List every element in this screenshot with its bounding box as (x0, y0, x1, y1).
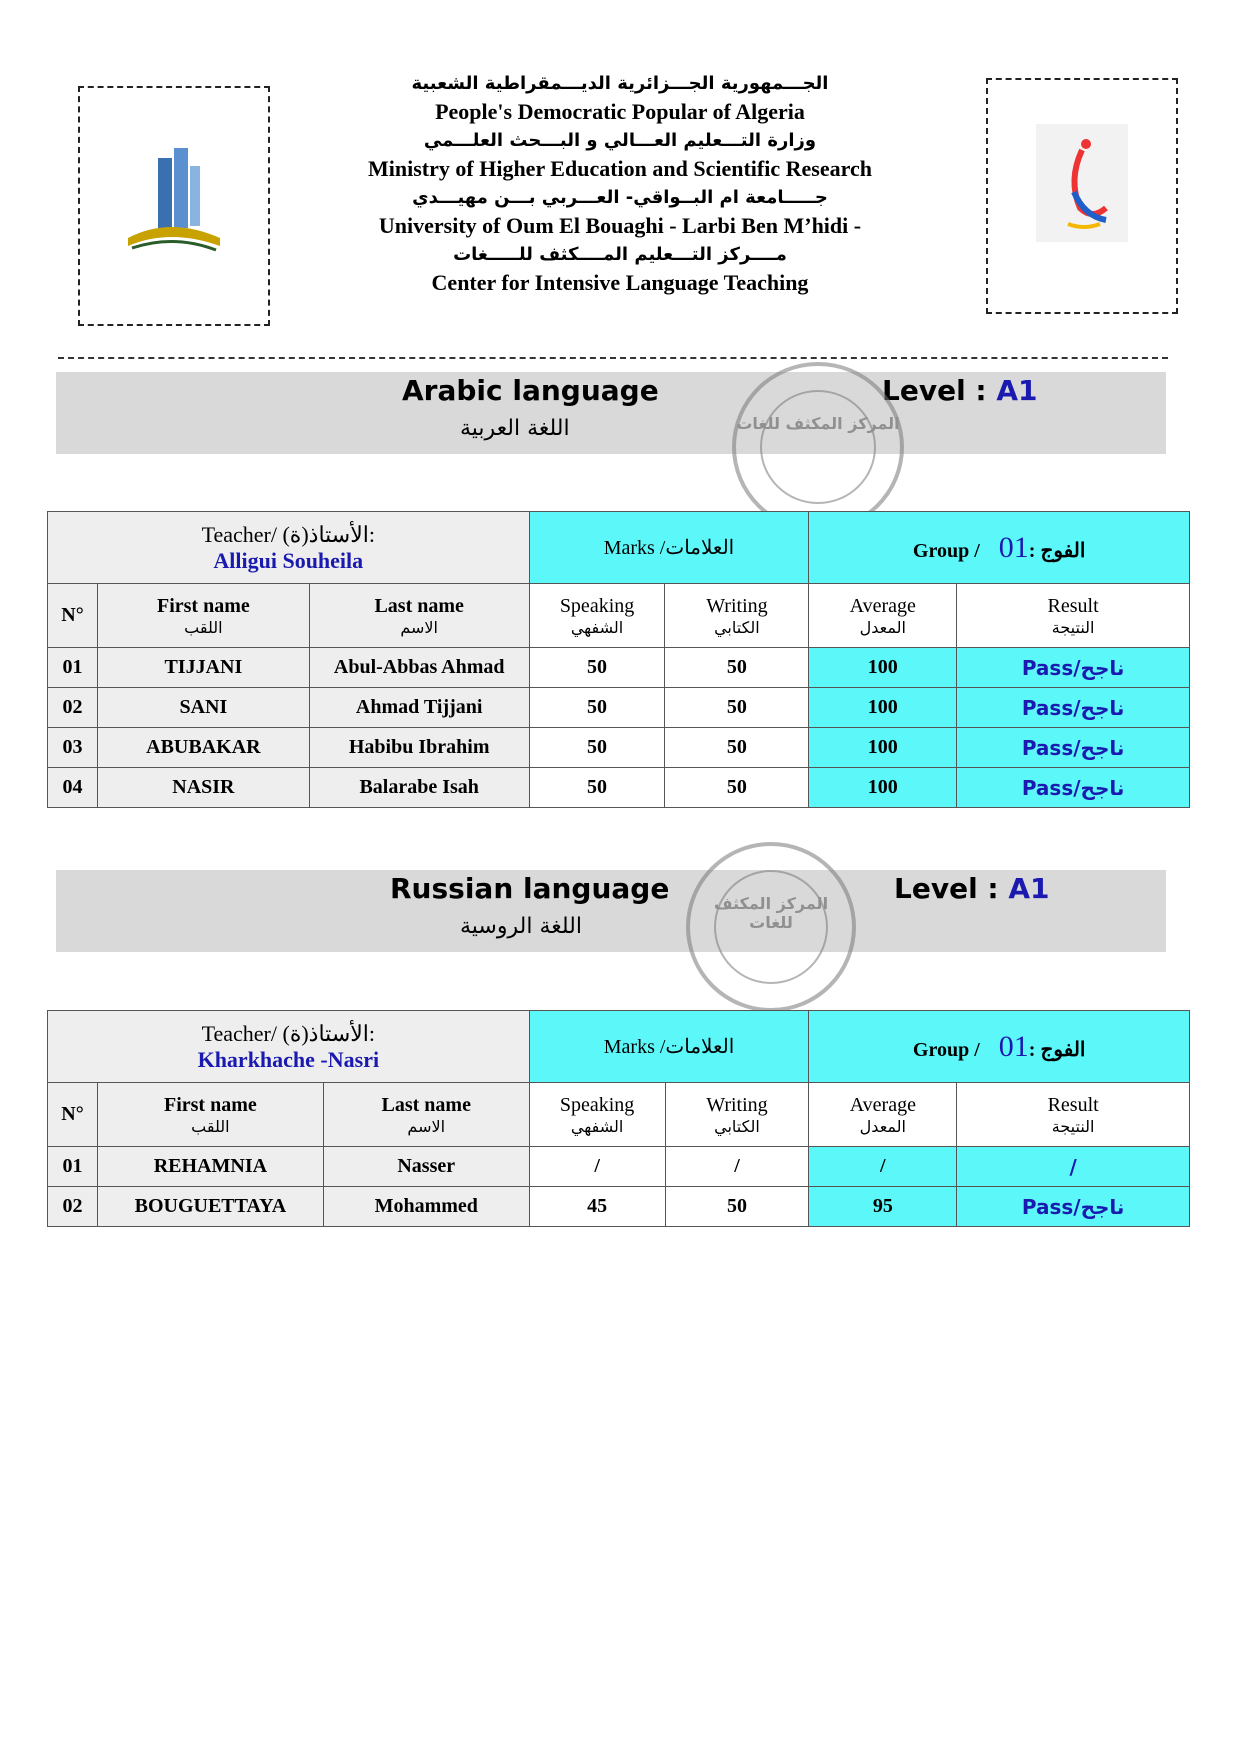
row-average: 100 (809, 768, 957, 808)
col-result-ar: النتيجة (1051, 1116, 1095, 1136)
row-speaking: 50 (529, 688, 665, 728)
col-writing-ar: الكتابي (714, 617, 760, 637)
col-last-name-label: Last name (374, 594, 464, 617)
marks-header (529, 512, 809, 584)
row-speaking: / (529, 1147, 665, 1187)
russian-level (894, 872, 1050, 905)
col-writing-label: Writing (706, 594, 768, 617)
table-row (48, 648, 1190, 688)
stamp-inner-ring (760, 390, 876, 504)
header-ministry-en: Ministry of Higher Education and Scientific Research (368, 156, 872, 181)
table-row (48, 1147, 1190, 1187)
col-result-ar: النتيجة (1051, 617, 1095, 637)
row-no: 02 (48, 1187, 98, 1227)
row-average: 100 (809, 728, 957, 768)
row-first-name: NASIR (97, 768, 309, 808)
col-writing-ar: الكتابي (714, 1116, 760, 1136)
header-university-ar: جـــــامعة ام البــواقي- العـــربي بـــن مهيـــدي (412, 187, 828, 208)
row-last-name: Nasser (323, 1147, 529, 1187)
row-writing: 50 (665, 728, 809, 768)
row-average: / (809, 1147, 957, 1187)
row-result: Pass/ناجح (957, 1187, 1190, 1227)
header-center-ar: مــــركز التـــعليم المــــكثف للـــــغات (453, 244, 787, 265)
col-last-name (309, 584, 529, 648)
col-speaking (529, 1083, 665, 1147)
marks-label: Marks /العلامات (603, 537, 735, 559)
row-first-name: SANI (97, 688, 309, 728)
row-result: Pass/ناجح (957, 728, 1190, 768)
row-speaking: 45 (529, 1187, 665, 1227)
table-info-row (48, 1011, 1190, 1083)
row-no: 01 (48, 648, 98, 688)
marks-label: Marks /العلامات (603, 1036, 735, 1058)
arabic-grades-table (47, 511, 1190, 808)
row-result: Pass/ناجح (957, 648, 1190, 688)
stamp-text: المركز المكثف للغات (713, 894, 829, 932)
arabic-level (882, 374, 1038, 407)
marks-header (529, 1011, 809, 1083)
col-first-name-ar: اللقب (191, 1116, 230, 1136)
row-first-name: REHAMNIA (97, 1147, 323, 1187)
teacher-name: Kharkhache -Nasri (197, 1046, 380, 1072)
row-speaking: 50 (529, 728, 665, 768)
header-center-en: Center for Intensive Language Teaching (431, 270, 809, 295)
level-label: Level : (894, 872, 1009, 905)
col-writing (665, 1083, 809, 1147)
col-speaking (529, 584, 665, 648)
col-last-name-ar: الاسم (407, 1116, 446, 1136)
group-label: Group / الفوج : (912, 1038, 1086, 1061)
row-average: 95 (809, 1187, 957, 1227)
col-average-ar: المعدل (859, 1116, 906, 1136)
row-writing: 50 (665, 1187, 809, 1227)
row-writing: / (665, 1147, 809, 1187)
arabic-language-title: Arabic language (402, 374, 659, 407)
group-cell (809, 512, 1190, 584)
header-country-ar: الجـــمهورية الجـــزائرية الديـــمقراطية الشعبية (411, 73, 829, 94)
table-row (48, 768, 1190, 808)
group-number: 01 (998, 530, 1029, 564)
column-header-row (48, 1083, 1190, 1147)
arabic-language-band (56, 372, 1166, 454)
col-first-name (97, 1083, 323, 1147)
row-average: 100 (809, 688, 957, 728)
header-ministry-ar: وزارة التـــعليم العـــالي و البـــحث العلـــمي (423, 130, 817, 151)
col-last-name (323, 1083, 529, 1147)
header-university-en: University of Oum El Bouaghi - Larbi Ben M’hidi - (378, 213, 862, 238)
teacher-label: Teacher/ (الأستاذ(ة: (201, 521, 376, 547)
col-result (957, 584, 1190, 648)
group-cell (809, 1011, 1190, 1083)
row-no: 03 (48, 728, 98, 768)
university-logo (80, 88, 268, 324)
row-no: 02 (48, 688, 98, 728)
language-center-logo-box (986, 78, 1178, 314)
row-first-name: ABUBAKAR (97, 728, 309, 768)
row-speaking: 50 (529, 648, 665, 688)
teacher-cell (48, 1011, 530, 1083)
russian-language-band (56, 870, 1166, 952)
col-first-name-ar: اللقب (184, 617, 223, 637)
header-country-en: People's Democratic Popular of Algeria (435, 99, 805, 124)
col-speaking-ar: الشفهي (570, 1116, 624, 1136)
teacher-label: Teacher/ (الأستاذ(ة: (201, 1020, 376, 1046)
table-row (48, 728, 1190, 768)
language-center-logo (988, 80, 1176, 312)
russian-grades-table (47, 1010, 1190, 1227)
col-first-name (97, 584, 309, 648)
row-last-name: Ahmad Tijjani (309, 688, 529, 728)
teacher-cell (48, 512, 530, 584)
stamp-text: المركز المكثف للغات (736, 414, 900, 433)
row-last-name: Balarabe Isah (309, 768, 529, 808)
col-average (809, 584, 957, 648)
row-average: 100 (809, 648, 957, 688)
col-average-ar: المعدل (859, 617, 906, 637)
col-speaking-label: Speaking (559, 1093, 635, 1116)
row-first-name: BOUGUETTAYA (97, 1187, 323, 1227)
col-speaking-ar: الشفهي (570, 617, 624, 637)
col-first-name-label: First name (164, 1093, 257, 1116)
row-writing: 50 (665, 768, 809, 808)
col-result-label: Result (1047, 594, 1099, 617)
russian-language-title-ar: اللغة الروسية (460, 914, 582, 939)
col-writing-label: Writing (706, 1093, 768, 1116)
col-last-name-label: Last name (381, 1093, 471, 1116)
col-no: N° (48, 1083, 98, 1147)
official-stamp (732, 362, 904, 532)
teacher-name: Alligui Souheila (213, 547, 364, 573)
col-result-label: Result (1047, 1093, 1099, 1116)
col-average (809, 1083, 957, 1147)
table-row (48, 1187, 1190, 1227)
official-stamp (686, 842, 856, 1012)
russian-language-title: Russian language (390, 872, 670, 905)
row-last-name: Mohammed (323, 1187, 529, 1227)
row-last-name: Habibu Ibrahim (309, 728, 529, 768)
institution-header (300, 70, 940, 298)
row-no: 04 (48, 768, 98, 808)
column-header-row (48, 584, 1190, 648)
col-first-name-label: First name (156, 594, 250, 617)
row-no: 01 (48, 1147, 98, 1187)
level-value: A1 (1008, 872, 1050, 905)
level-value: A1 (996, 374, 1038, 407)
col-last-name-ar: الاسم (400, 617, 438, 637)
row-result: Pass/ناجح (957, 688, 1190, 728)
col-average-label: Average (849, 1093, 916, 1116)
level-label: Level : (882, 374, 997, 407)
arabic-language-title-ar: اللغة العربية (460, 416, 570, 441)
col-writing (665, 584, 809, 648)
header-divider (58, 357, 1168, 359)
row-last-name: Abul-Abbas Ahmad (309, 648, 529, 688)
row-first-name: TIJJANI (97, 648, 309, 688)
col-no: N° (48, 584, 98, 648)
group-label: Group / الفوج : (912, 539, 1086, 562)
col-speaking-label: Speaking (559, 594, 635, 617)
university-logo-box (78, 86, 270, 326)
row-result: Pass/ناجح (957, 768, 1190, 808)
group-number: 01 (998, 1029, 1029, 1063)
table-info-row (48, 512, 1190, 584)
row-writing: 50 (665, 688, 809, 728)
table-row (48, 688, 1190, 728)
col-result (957, 1083, 1190, 1147)
row-writing: 50 (665, 648, 809, 688)
row-speaking: 50 (529, 768, 665, 808)
col-average-label: Average (849, 594, 916, 617)
row-result: / (957, 1147, 1190, 1187)
